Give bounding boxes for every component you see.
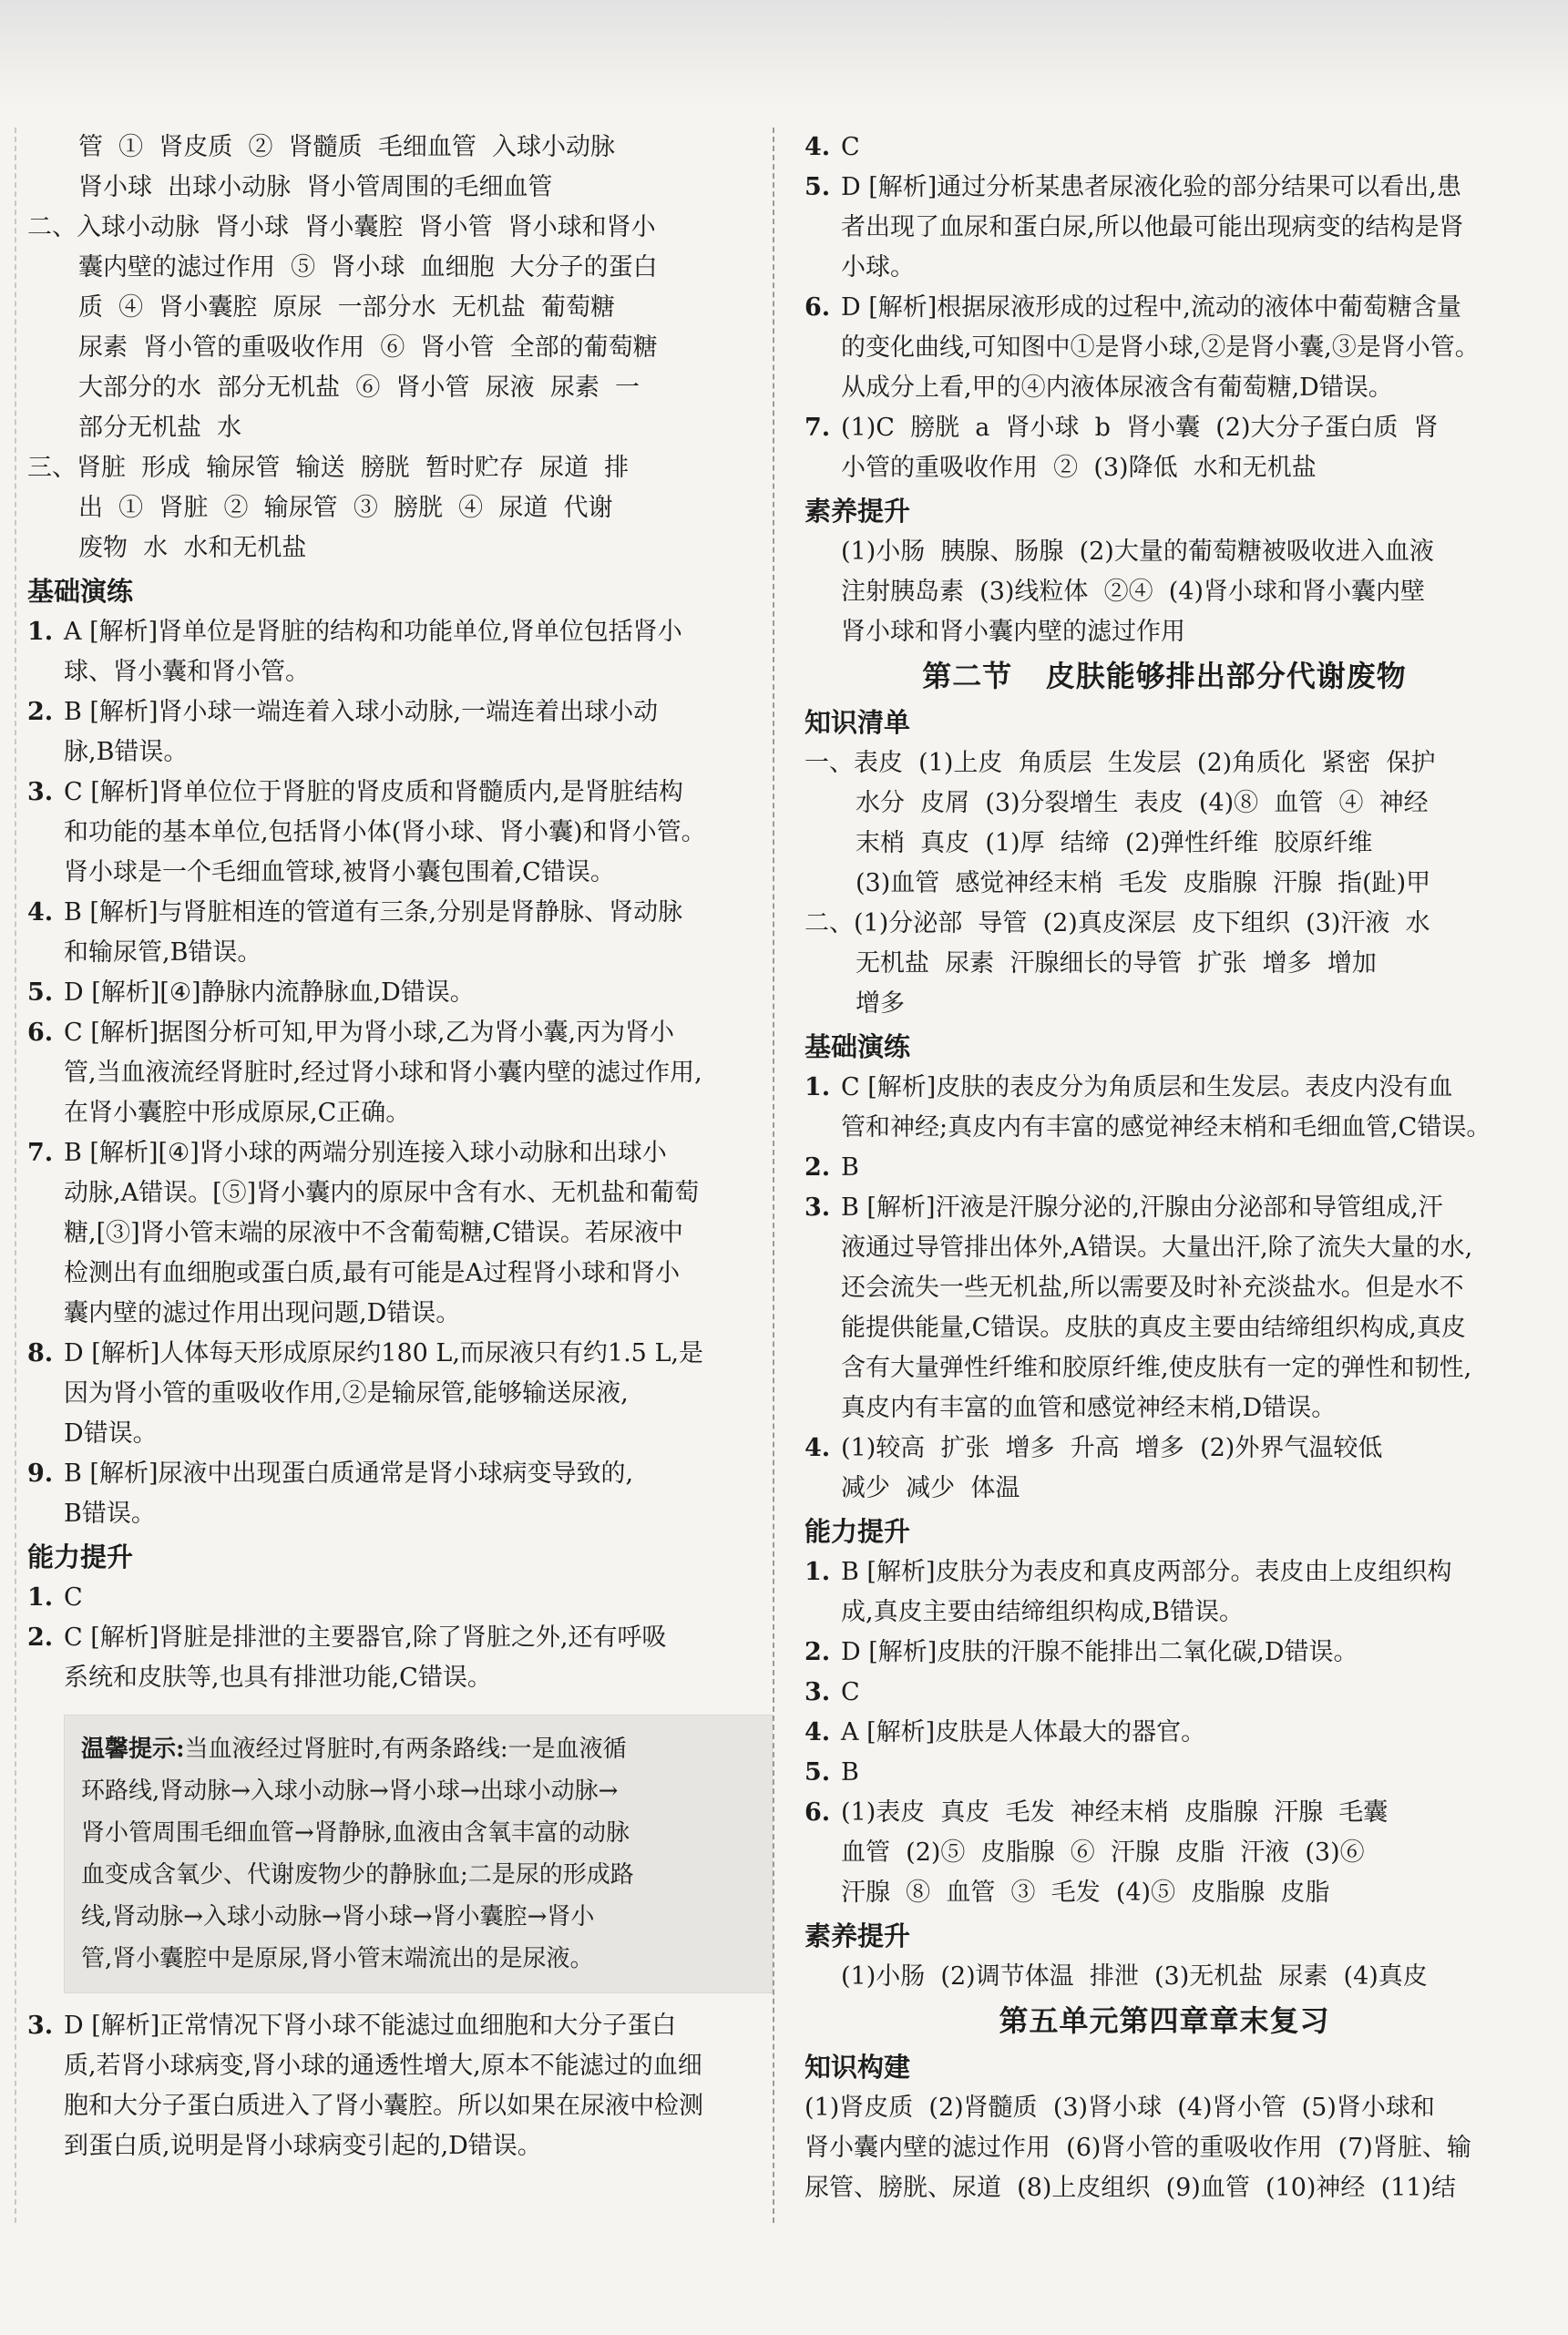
answer-text: B错误。 — [64, 1500, 156, 1528]
answer-number — [804, 1469, 841, 1509]
answer-text: D [解析]皮肤的汗腺不能排出二氧化碳,D错误。 — [841, 1638, 1358, 1666]
text-line: 尿管、膀胱、尿道 (8)上皮组织 (9)血管 (10)神经 (11)结 — [804, 2174, 1456, 2202]
answer-item-line — [27, 933, 747, 973]
answer-list — [804, 128, 1524, 488]
answer-number — [27, 2126, 64, 2166]
answer-item-line — [804, 1348, 1524, 1388]
answer-text: 检测出有血细胞或蛋白质,最有可能是A过程肾小球和肾小 — [64, 1259, 681, 1287]
section-heading: 素养提升 — [804, 1920, 911, 1951]
answer-item-line — [804, 208, 1524, 248]
answer-text: 和输尿管,B错误。 — [64, 938, 262, 967]
chapter-title: 第五单元第四章章末复习 — [999, 2003, 1330, 2038]
answer-text: C — [841, 1678, 860, 1706]
answer-item-line — [27, 1494, 747, 1534]
answer-item-line — [804, 168, 1524, 208]
right-column — [804, 128, 1524, 2208]
answer-text: 脉,B错误。 — [64, 738, 189, 766]
answer-item-line — [804, 1673, 1524, 1713]
text-line: 肾小球 出球小动脉 肾小管周围的毛细血管 — [78, 173, 553, 201]
answer-text: B — [841, 1153, 859, 1182]
answer-text: C — [841, 133, 860, 161]
answer-item-line — [27, 1578, 747, 1618]
answer-item-line — [27, 1053, 747, 1093]
text-line: 三、肾脏 形成 输尿管 输送 膀胱 暂时贮存 尿道 排 — [27, 454, 630, 482]
answer-number: 4. — [27, 898, 54, 927]
answer-text: 管,当血液流经肾脏时,经过肾小球和肾小囊内壁的滤过作用, — [64, 1059, 702, 1087]
answer-number: 9. — [27, 1459, 54, 1488]
answer-text: B [解析]汗液是汗腺分泌的,汗腺由分泌部和导管组成,汗 — [841, 1193, 1443, 1222]
text-line: 尿素 肾小管的重吸收作用 ⑥ 肾小管 全部的葡萄糖 — [78, 333, 658, 362]
answer-item-line — [804, 1469, 1524, 1509]
text-line: 二、(1)分泌部 导管 (2)真皮深层 皮下组织 (3)汗液 水 — [804, 909, 1430, 937]
answer-text: 汗腺 ⑧ 血管 ③ 毛发 (4)⑤ 皮脂腺 皮脂 — [841, 1879, 1330, 1907]
answer-text: 囊内壁的滤过作用出现问题,D错误。 — [64, 1299, 461, 1327]
answer-item-line — [27, 1658, 747, 1698]
answer-number — [27, 813, 64, 853]
text-line: 部分无机盐 水 — [78, 414, 242, 442]
answer-item-line — [27, 1214, 747, 1254]
answer-item-line — [27, 652, 747, 692]
answer-item-line — [804, 1388, 1524, 1429]
answer-item-line — [804, 448, 1524, 488]
text-block — [804, 743, 1524, 1024]
answer-item-line — [804, 1108, 1524, 1148]
answer-number: 1. — [804, 1073, 831, 1101]
text-line: 无机盐 尿素 汗腺细长的导管 扩张 增多 增加 — [856, 949, 1377, 978]
answer-text: 的变化曲线,可知图中①是肾小球,②是肾小囊,③是肾小管。 — [841, 333, 1480, 362]
answer-number — [27, 1374, 64, 1414]
text-line: 管 ① 肾皮质 ② 肾髓质 毛细血管 入球小动脉 — [78, 133, 615, 161]
answer-list — [27, 1578, 747, 1698]
text-line: 肾小囊内壁的滤过作用 (6)肾小管的重吸收作用 (7)肾脏、输 — [804, 2134, 1471, 2162]
answer-item-line — [27, 2046, 747, 2086]
answer-number — [804, 1388, 841, 1429]
text-line: (3)血管 感觉神经末梢 毛发 皮脂腺 汗腺 指(趾)甲 — [856, 869, 1431, 897]
answer-item-line — [804, 1429, 1524, 1469]
answer-number — [804, 1308, 841, 1348]
answer-number — [27, 1214, 64, 1254]
answer-number: 3. — [804, 1678, 831, 1706]
answer-item-line — [804, 1593, 1524, 1633]
answer-number: 1. — [27, 1583, 54, 1612]
answer-number — [27, 732, 64, 773]
answer-item-line — [804, 1753, 1524, 1793]
answer-item-line — [27, 1618, 747, 1658]
answer-number — [27, 853, 64, 893]
answer-item-line — [804, 1268, 1524, 1308]
answer-number — [804, 208, 841, 248]
answer-list — [27, 2006, 747, 2166]
left-column — [27, 128, 747, 2166]
text-line: 出 ① 肾脏 ② 输尿管 ③ 膀胱 ④ 尿道 代谢 — [78, 494, 613, 522]
answer-item-line — [804, 248, 1524, 288]
tip-box — [64, 1715, 773, 1993]
answer-text: D [解析]通过分析某患者尿液化验的部分结果可以看出,患 — [841, 173, 1461, 201]
answer-text: 从成分上看,甲的④内液体尿液含有葡萄糖,D错误。 — [841, 374, 1393, 402]
answer-text: 者出现了血尿和蛋白尿,所以他最可能出现病变的结构是肾 — [841, 213, 1464, 241]
answer-text: D [解析]正常情况下肾小球不能滤过血细胞和大分子蛋白 — [64, 2012, 677, 2040]
text-line: 大部分的水 部分无机盐 ⑥ 肾小管 尿液 尿素 一 — [78, 374, 640, 402]
answer-text: 胞和大分子蛋白质进入了肾小囊腔。所以如果在尿液中检测 — [64, 2092, 703, 2120]
tip-line: 肾小管周围毛细血管→肾静脉,血液由含氧丰富的动脉 — [81, 1819, 630, 1847]
answer-number: 2. — [27, 1623, 54, 1652]
text-line: 增多 — [856, 989, 905, 1018]
answer-number: 1. — [804, 1558, 831, 1586]
answer-item-line — [804, 1793, 1524, 1833]
answer-text: B — [841, 1758, 859, 1787]
answer-text: 和功能的基本单位,包括肾小体(肾小球、肾小囊)和肾小管。 — [64, 818, 706, 846]
answer-number — [804, 248, 841, 288]
answer-number — [27, 2046, 64, 2086]
answer-item-line — [804, 288, 1524, 328]
answer-item-line — [27, 2086, 747, 2126]
tip-line: 血变成含氧少、代谢废物少的静脉血;二是尿的形成路 — [81, 1861, 634, 1889]
text-line: 注射胰岛素 (3)线粒体 ②④ (4)肾小球和肾小囊内壁 — [841, 578, 1425, 606]
answer-number — [804, 1873, 841, 1913]
answer-number: 4. — [804, 133, 831, 161]
answer-number: 6. — [804, 1798, 831, 1827]
answer-number: 2. — [804, 1153, 831, 1182]
answer-item-line — [804, 1148, 1524, 1188]
answer-text: 肾小球是一个毛细血管球,被肾小囊包围着,C错误。 — [64, 858, 615, 886]
answer-item-line — [27, 2126, 747, 2166]
section-heading: 能力提升 — [27, 1541, 134, 1572]
answer-text: B [解析]尿液中出现蛋白质通常是肾小球病变导致的, — [64, 1459, 634, 1488]
answer-item-line — [27, 773, 747, 813]
answer-number: 5. — [27, 978, 54, 1007]
text-line: 囊内壁的滤过作用 ⑤ 肾小球 血细胞 大分子的蛋白 — [78, 253, 658, 282]
section-heading: 能力提升 — [804, 1516, 911, 1547]
answer-item-line — [27, 1294, 747, 1334]
answer-number: 4. — [804, 1434, 831, 1462]
answer-item-line — [27, 1093, 747, 1133]
answer-text: 能提供能量,C错误。皮肤的真皮主要由结缔组织构成,真皮 — [841, 1314, 1466, 1342]
answer-text: A [解析]皮肤是人体最大的器官。 — [841, 1718, 1206, 1746]
answer-item-line — [804, 368, 1524, 408]
answer-item-line — [804, 1713, 1524, 1753]
answer-text: (1)表皮 真皮 毛发 神经末梢 皮脂腺 汗腺 毛囊 — [841, 1798, 1389, 1827]
answer-text: 因为肾小管的重吸收作用,②是输尿管,能够输送尿液, — [64, 1379, 629, 1408]
answer-item-line — [27, 732, 747, 773]
answer-text: (1)C 膀胱 a 肾小球 b 肾小囊 (2)大分子蛋白质 肾 — [841, 414, 1439, 442]
answer-text: B [解析]与肾脏相连的管道有三条,分别是肾静脉、肾动脉 — [64, 898, 683, 927]
answer-number: 5. — [804, 173, 831, 201]
answer-item-line — [804, 1068, 1524, 1108]
answer-item-line — [27, 1013, 747, 1053]
answer-text: D [解析]人体每天形成原尿约180 L,而尿液只有约1.5 L,是 — [64, 1339, 703, 1367]
answer-item-line — [27, 692, 747, 732]
section-title: 第二节 皮肤能够排出部分代谢废物 — [922, 659, 1407, 693]
answer-item-line — [27, 1254, 747, 1294]
answer-number: 6. — [804, 293, 831, 322]
answer-number: 3. — [27, 2012, 54, 2040]
answer-number — [804, 448, 841, 488]
section-heading: 基础演练 — [804, 1031, 911, 1062]
answer-number — [27, 1658, 64, 1698]
answer-text: 动脉,A错误。[⑤]肾小囊内的原尿中含有水、无机盐和葡萄 — [64, 1179, 700, 1207]
answer-item-line — [804, 1833, 1524, 1873]
answer-text: 到蛋白质,说明是肾小球病变引起的,D错误。 — [64, 2132, 542, 2160]
answer-number — [804, 1268, 841, 1308]
answer-text: 小球。 — [841, 253, 915, 282]
tip-label: 温馨提示: — [81, 1736, 185, 1763]
answer-list — [804, 1552, 1524, 1913]
answer-number — [27, 1254, 64, 1294]
answer-item-line — [27, 1454, 747, 1494]
text-line: 质 ④ 肾小囊腔 原尿 一部分水 无机盐 葡萄糖 — [78, 293, 615, 322]
answer-text: D [解析]根据尿液形成的过程中,流动的液体中葡萄糖含量 — [841, 293, 1461, 322]
answer-text: 含有大量弹性纤维和胶原纤维,使皮肤有一定的弹性和韧性, — [841, 1354, 1472, 1382]
answer-number: 2. — [27, 698, 54, 726]
answer-number: 5. — [804, 1758, 831, 1787]
answer-text: C [解析]皮肤的表皮分为角质层和生发层。表皮内没有血 — [841, 1073, 1453, 1101]
answer-text: B [解析]皮肤分为表皮和真皮两部分。表皮由上皮组织构 — [841, 1558, 1452, 1586]
answer-number — [804, 1108, 841, 1148]
answer-text: 糖,[③]肾小管末端的尿液中不含葡萄糖,C错误。若尿液中 — [64, 1219, 683, 1247]
answer-number — [804, 328, 841, 368]
answer-text: 液通过导管排出体外,A错误。大量出汗,除了流失大量的水, — [841, 1234, 1473, 1262]
answer-item-line — [27, 813, 747, 853]
section-heading: 知识清单 — [804, 707, 911, 738]
column-divider — [773, 128, 774, 2223]
answer-item-line — [27, 853, 747, 893]
answer-number: 6. — [27, 1019, 54, 1047]
answer-text: 真皮内有丰富的血管和感觉神经末梢,D错误。 — [841, 1394, 1337, 1422]
answer-number — [27, 1053, 64, 1093]
answer-item-line — [27, 1414, 747, 1454]
answer-item-line — [804, 1228, 1524, 1268]
answer-item-line — [27, 1374, 747, 1414]
answer-text: D [解析][④]静脉内流静脉血,D错误。 — [64, 978, 475, 1007]
text-line: 肾小球和肾小囊内壁的滤过作用 — [841, 618, 1185, 646]
answer-number: 2. — [804, 1638, 831, 1666]
answer-number — [27, 1173, 64, 1214]
answer-item-line — [27, 2006, 747, 2046]
page-top-shadow — [0, 0, 1568, 109]
answer-item-line — [804, 408, 1524, 448]
answer-number: 1. — [27, 618, 54, 646]
answer-number — [27, 1093, 64, 1133]
answer-number — [27, 1414, 64, 1454]
answer-text: 球、肾小囊和肾小管。 — [64, 658, 310, 686]
answer-number — [804, 368, 841, 408]
answer-item-line — [804, 128, 1524, 168]
answer-item-line — [27, 973, 747, 1013]
text-line: 水分 皮屑 (3)分裂增生 表皮 (4)⑧ 血管 ④ 神经 — [856, 789, 1429, 817]
answer-item-line — [804, 1552, 1524, 1593]
answer-text: B [解析]肾小球一端连着入球小动脉,一端连着出球小动 — [64, 698, 659, 726]
answer-number — [804, 1593, 841, 1633]
text-line: (1)肾皮质 (2)肾髓质 (3)肾小球 (4)肾小管 (5)肾小球和 — [804, 2094, 1435, 2122]
answer-number: 7. — [27, 1139, 54, 1167]
answer-item-line — [804, 328, 1524, 368]
answer-text: 还会流失一些无机盐,所以需要及时补充淡盐水。但是水不 — [841, 1274, 1464, 1302]
section-heading: 基础演练 — [27, 576, 134, 607]
binding-edge — [15, 128, 16, 2223]
answer-item-line — [804, 1873, 1524, 1913]
section-heading: 素养提升 — [804, 496, 911, 527]
answer-item-line — [804, 1188, 1524, 1228]
answer-text: C [解析]据图分析可知,甲为肾小球,乙为肾小囊,丙为肾小 — [64, 1019, 675, 1047]
answer-text: C [解析]肾单位位于肾脏的肾皮质和肾髓质内,是肾脏结构 — [64, 778, 683, 806]
answer-text: C [解析]肾脏是排泄的主要器官,除了肾脏之外,还有呼吸 — [64, 1623, 667, 1652]
answer-text: 管和神经;真皮内有丰富的感觉神经末梢和毛细血管,C错误。 — [841, 1113, 1491, 1142]
answer-item-line — [804, 1308, 1524, 1348]
tip-line: 管,肾小囊腔中是原尿,肾小管末端流出的是尿液。 — [81, 1945, 594, 1972]
answer-number: 8. — [27, 1339, 54, 1367]
answer-item-line — [27, 1173, 747, 1214]
text-line: (1)小肠 胰腺、肠腺 (2)大量的葡萄糖被吸收进入血液 — [841, 538, 1434, 566]
tip-text: 当血液经过肾脏时,有两条路线:一是血液循 — [184, 1736, 627, 1763]
answer-text: 血管 (2)⑤ 皮脂腺 ⑥ 汗腺 皮脂 汗液 (3)⑥ — [841, 1838, 1365, 1867]
section-heading: 知识构建 — [804, 2052, 911, 2083]
answer-text: 在肾小囊腔中形成原尿,C正确。 — [64, 1099, 411, 1127]
answer-text: (1)较高 扩张 增多 升高 增多 (2)外界气温较低 — [841, 1434, 1383, 1462]
text-line: 废物 水 水和无机盐 — [78, 534, 307, 562]
answer-number: 4. — [804, 1718, 831, 1746]
answer-number — [27, 1494, 64, 1534]
answer-text: C — [64, 1583, 83, 1612]
answer-text: 质,若肾小球病变,肾小球的通透性增大,原本不能滤过的血细 — [64, 2052, 702, 2080]
answer-number — [804, 1833, 841, 1873]
answer-list — [804, 1068, 1524, 1509]
answer-text: 成,真皮主要由结缔组织构成,B错误。 — [841, 1598, 1245, 1626]
tip-line: 环路线,肾动脉→入球小动脉→肾小球→出球小动脉→ — [81, 1777, 619, 1805]
answer-text: B [解析][④]肾小球的两端分别连接入球小动脉和出球小 — [64, 1139, 667, 1167]
answer-number — [804, 1228, 841, 1268]
answer-number — [27, 933, 64, 973]
answer-text: D错误。 — [64, 1419, 158, 1448]
answer-item-line — [804, 1633, 1524, 1673]
text-line: 一、表皮 (1)上皮 角质层 生发层 (2)角质化 紧密 保护 — [804, 749, 1436, 777]
answer-item-line — [27, 1133, 747, 1173]
answer-number — [27, 2086, 64, 2126]
answer-number — [27, 1294, 64, 1334]
answer-number: 7. — [804, 414, 831, 442]
text-line: 末梢 真皮 (1)厚 结缔 (2)弹性纤维 胶原纤维 — [856, 829, 1373, 857]
answer-item-line — [27, 893, 747, 933]
answer-item-line — [27, 1334, 747, 1374]
answer-number — [27, 652, 64, 692]
answer-text: 减少 减少 体温 — [841, 1474, 1020, 1502]
answer-number: 3. — [27, 778, 54, 806]
answer-number — [804, 1348, 841, 1388]
answer-text: 系统和皮肤等,也具有排泄功能,C错误。 — [64, 1664, 492, 1692]
answer-text: A [解析]肾单位是肾脏的结构和功能单位,肾单位包括肾小 — [64, 618, 682, 646]
answer-number: 3. — [804, 1193, 831, 1222]
answer-list — [27, 612, 747, 1534]
answer-item-line — [27, 612, 747, 652]
text-line: 二、入球小动脉 肾小球 肾小囊腔 肾小管 肾小球和肾小 — [27, 213, 656, 241]
tip-line: 线,肾动脉→入球小动脉→肾小球→肾小囊腔→肾小 — [81, 1903, 595, 1930]
text-line: (1)小肠 (2)调节体温 排泄 (3)无机盐 尿素 (4)真皮 — [841, 1962, 1428, 1991]
answer-text: 小管的重吸收作用 ② (3)降低 水和无机盐 — [841, 454, 1317, 482]
